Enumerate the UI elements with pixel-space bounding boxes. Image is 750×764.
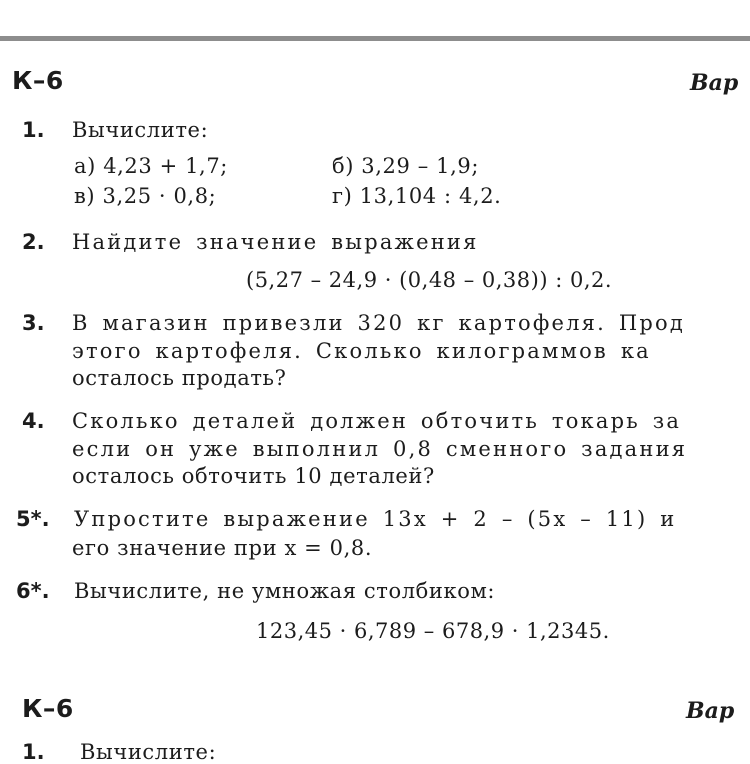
variant-label: Вар: [686, 698, 735, 724]
variant-label: Вар: [690, 70, 739, 96]
task-item: г) 13,104 : 4,2.: [332, 184, 502, 208]
task-text: Упростите выражение 13x + 2 – (5x – 11) и: [74, 507, 677, 531]
task-text: этого картофеля. Сколько килограммов ка: [72, 339, 651, 363]
task-number: 2.: [22, 230, 45, 254]
task-number: 3.: [22, 311, 45, 335]
task-item: а) 4,23 + 1,7;: [74, 154, 228, 178]
task-text: Вычислите, не умножая столбиком:: [74, 579, 496, 603]
section-heading: К–6: [22, 694, 74, 723]
task-text: Вычислите:: [72, 118, 209, 142]
top-rule: [0, 36, 750, 41]
task-text: если он уже выполнил 0,8 сменного задания: [72, 437, 688, 461]
task-text: Найдите значение выражения: [72, 230, 479, 254]
task-number: 5*.: [16, 507, 50, 531]
task-text: осталось продать?: [72, 366, 287, 390]
task-number: 4.: [22, 409, 45, 433]
task-text: В магазин привезли 320 кг картофеля. Прод: [72, 311, 686, 335]
task-text: его значение при x = 0,8.: [72, 536, 373, 560]
math-expression: 123,45 · 6,789 – 678,9 · 1,2345.: [256, 619, 610, 643]
task-text: Вычислите:: [80, 740, 217, 764]
task-number: 6*.: [16, 579, 50, 603]
task-item: в) 3,25 · 0,8;: [74, 184, 217, 208]
task-text: осталось обточить 10 деталей?: [72, 464, 435, 488]
section-heading: К–6: [12, 66, 64, 95]
task-item: б) 3,29 – 1,9;: [332, 154, 479, 178]
task-text: Сколько деталей должен обточить токарь за: [72, 409, 682, 433]
task-number: 1.: [22, 118, 45, 142]
math-expression: (5,27 – 24,9 · (0,48 – 0,38)) : 0,2.: [246, 268, 613, 292]
task-number: 1.: [22, 740, 45, 764]
